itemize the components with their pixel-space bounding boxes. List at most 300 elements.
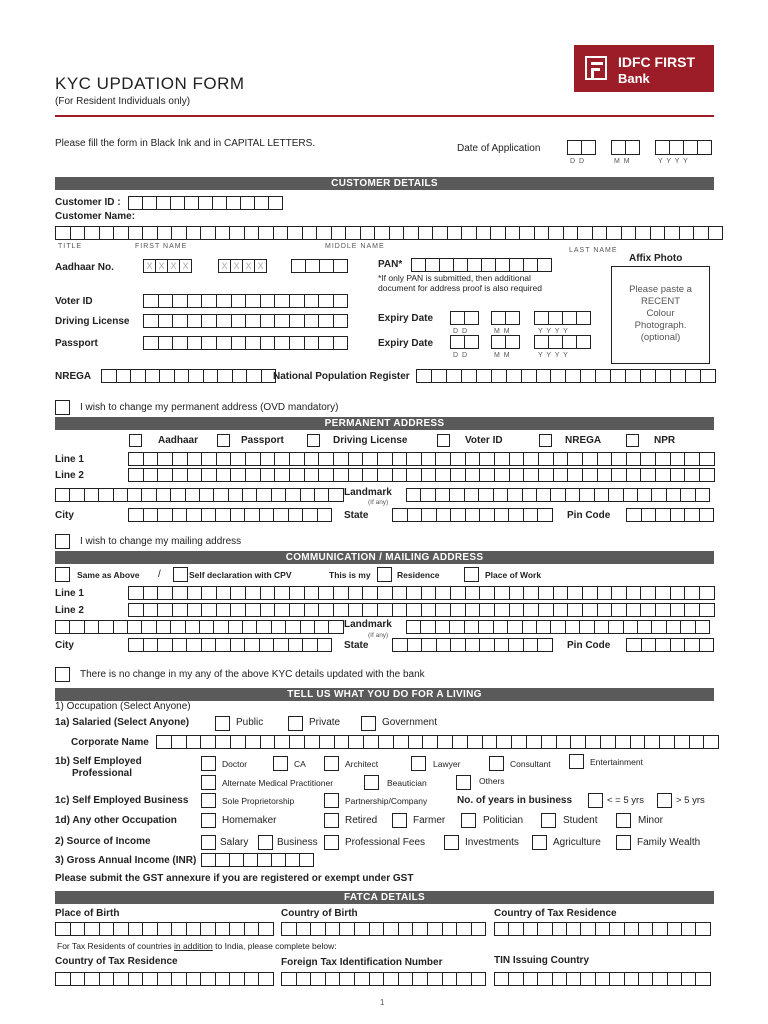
entry-box[interactable] [246,369,262,383]
consultant-checkbox[interactable] [489,756,504,771]
entry-box[interactable] [369,922,385,936]
entry-box[interactable] [198,196,213,210]
entry-box[interactable] [172,294,188,308]
entry-box[interactable] [471,922,487,936]
entry-box[interactable] [143,508,159,522]
entry-box[interactable] [609,922,624,936]
entry-box[interactable] [479,452,495,466]
entry-box[interactable] [142,922,158,936]
permanent-city-boxes[interactable] [128,508,331,522]
entry-box[interactable] [99,972,115,986]
entry-box[interactable] [670,468,686,482]
date-month-boxes[interactable] [611,140,639,155]
entry-box[interactable] [450,586,466,600]
entry-box[interactable] [157,452,173,466]
entry-box[interactable] [304,603,320,617]
entry-box[interactable] [201,294,217,308]
entry-box[interactable] [482,735,498,749]
entry-box[interactable] [281,972,297,986]
entry-box[interactable] [421,508,437,522]
salaried-government-checkbox[interactable] [361,716,376,731]
entry-box[interactable] [260,735,276,749]
photo-box[interactable] [611,266,710,364]
entry-box[interactable] [626,468,642,482]
entry-box[interactable] [300,488,315,502]
entry-box[interactable] [406,488,421,502]
entry-box[interactable] [199,488,214,502]
entry-box[interactable] [421,603,437,617]
entry-box[interactable] [310,922,326,936]
entry-box[interactable] [274,586,290,600]
entry-box[interactable] [304,468,320,482]
entry-box[interactable] [69,488,84,502]
entry-box[interactable] [281,922,297,936]
student-checkbox[interactable] [541,813,556,828]
entry-box[interactable] [556,735,572,749]
entry-box[interactable] [461,369,477,383]
entry-box[interactable] [699,603,715,617]
mailing-state-boxes[interactable] [392,638,552,652]
entry-box[interactable] [172,508,188,522]
entry-box[interactable] [582,468,598,482]
entry-box[interactable] [403,226,419,240]
entry-box[interactable] [333,314,349,328]
entry-box[interactable] [143,336,159,350]
entry-box[interactable] [392,468,408,482]
entry-box[interactable] [580,922,595,936]
entry-box[interactable] [274,603,290,617]
entry-box[interactable] [651,488,666,502]
professional-fees-checkbox[interactable] [324,835,339,850]
entry-box[interactable] [70,226,86,240]
entry-box[interactable] [553,468,569,482]
aadhaar-last-digits-boxes[interactable] [291,259,347,273]
entry-box[interactable] [274,735,290,749]
entry-box[interactable] [435,620,450,634]
entry-box[interactable] [230,638,246,652]
entry-box[interactable] [465,586,481,600]
entry-box[interactable] [339,922,355,936]
entry-box[interactable] [157,603,173,617]
entry-box[interactable] [230,735,246,749]
entry-box[interactable] [245,294,261,308]
entry-box[interactable] [70,922,86,936]
entry-box[interactable] [699,586,715,600]
entry-box[interactable] [244,922,260,936]
entry-box[interactable] [623,488,638,502]
entry-box[interactable] [99,226,115,240]
entry-box[interactable] [570,735,586,749]
entry-box[interactable] [289,603,305,617]
entry-box[interactable] [98,620,113,634]
entry-box[interactable] [245,336,261,350]
salary-checkbox[interactable] [201,835,216,850]
entry-box[interactable] [582,603,598,617]
entry-box[interactable] [526,735,542,749]
entry-box[interactable] [156,620,171,634]
salaried-public-checkbox[interactable] [215,716,230,731]
entry-box[interactable] [127,488,142,502]
entry-box[interactable] [552,922,567,936]
entry-box[interactable] [536,488,551,502]
salaried-private-checkbox[interactable] [288,716,303,731]
entry-box[interactable] [592,226,608,240]
alternate-medical-checkbox[interactable] [201,775,216,790]
entry-box[interactable] [185,620,200,634]
entry-box[interactable] [215,638,231,652]
entry-box[interactable] [597,603,613,617]
entry-box[interactable] [257,853,272,867]
entry-box[interactable] [268,196,283,210]
entry-box[interactable] [508,638,524,652]
entry-box[interactable] [243,853,258,867]
entry-box[interactable] [157,972,173,986]
entry-box[interactable] [216,603,232,617]
entry-box[interactable] [296,922,312,936]
entry-box[interactable] [635,226,651,240]
change-permanent-address-checkbox[interactable] [55,400,70,415]
entry-box[interactable] [421,586,437,600]
entry-box[interactable] [333,603,349,617]
entry-box[interactable] [318,468,334,482]
entry-box[interactable] [156,735,172,749]
passport-boxes[interactable] [143,336,347,350]
entry-box[interactable] [406,586,422,600]
entry-box[interactable] [435,603,451,617]
customer-name-boxes[interactable] [55,226,722,240]
entry-box[interactable] [450,508,466,522]
entry-box[interactable] [494,468,510,482]
entry-box[interactable] [406,603,422,617]
entry-box[interactable] [245,603,261,617]
years-gt5-checkbox[interactable] [657,793,672,808]
investments-checkbox[interactable] [444,835,459,850]
entry-box[interactable] [507,488,522,502]
entry-box[interactable] [201,336,217,350]
entry-box[interactable] [700,369,716,383]
entry-box[interactable] [432,226,448,240]
permanent-line3-boxes[interactable] [55,488,343,502]
entry-box[interactable] [522,488,537,502]
entry-box[interactable] [476,226,492,240]
mailing-line1-boxes[interactable] [128,586,714,600]
politician-checkbox[interactable] [461,813,476,828]
entry-box[interactable] [285,620,300,634]
permanent-pin-boxes[interactable] [626,508,713,522]
self-declaration-checkbox[interactable] [173,567,188,582]
entry-box[interactable] [420,488,435,502]
entry-box[interactable] [187,586,203,600]
entry-box[interactable] [302,226,318,240]
entry-box[interactable] [449,488,464,502]
entry-box[interactable] [611,603,627,617]
entry-box[interactable] [186,508,202,522]
entry-box[interactable] [285,488,300,502]
entry-box[interactable] [465,452,481,466]
entry-box[interactable] [519,226,535,240]
entry-box[interactable] [291,259,306,273]
passport-expiry-year[interactable] [534,335,590,349]
entry-box[interactable] [521,369,537,383]
entry-box[interactable] [201,586,217,600]
entry-box[interactable] [479,603,495,617]
entry-box[interactable] [333,452,349,466]
entry-box[interactable] [143,314,159,328]
entry-box[interactable] [655,586,671,600]
entry-box[interactable] [377,452,393,466]
entry-box[interactable] [245,586,261,600]
entry-box[interactable] [582,586,598,600]
entry-box[interactable] [509,586,525,600]
entry-box[interactable] [157,508,173,522]
entry-box[interactable] [509,258,524,272]
entry-box[interactable] [271,853,286,867]
entry-box[interactable] [579,488,594,502]
entry-box[interactable] [655,638,671,652]
entry-box[interactable] [128,603,144,617]
entry-box[interactable] [506,369,522,383]
entry-box[interactable] [55,972,71,986]
entry-box[interactable] [260,314,276,328]
entry-box[interactable] [228,620,243,634]
entry-box[interactable] [652,972,667,986]
entry-box[interactable] [624,922,639,936]
entry-box[interactable] [666,488,681,502]
entry-box[interactable] [435,468,451,482]
entry-box[interactable] [244,226,260,240]
entry-box[interactable] [157,638,173,652]
entry-box[interactable] [256,488,271,502]
entry-box[interactable] [69,620,84,634]
entry-box[interactable] [318,336,334,350]
entry-box[interactable] [230,452,246,466]
entry-box[interactable] [595,922,610,936]
entry-box[interactable] [156,196,171,210]
entry-box[interactable] [143,468,159,482]
entry-box[interactable] [215,922,231,936]
entry-box[interactable] [185,488,200,502]
entry-box[interactable] [651,620,666,634]
entry-box[interactable] [406,620,421,634]
homemaker-checkbox[interactable] [201,813,216,828]
entry-box[interactable] [318,294,334,308]
entry-box[interactable] [611,586,627,600]
entry-box[interactable] [259,508,275,522]
entry-box[interactable] [695,488,710,502]
entry-box[interactable] [695,972,710,986]
entry-box[interactable] [200,972,216,986]
entry-box[interactable] [538,586,554,600]
entry-box[interactable] [271,488,286,502]
entry-box[interactable] [684,508,700,522]
entry-box[interactable] [113,972,129,986]
entry-box[interactable] [655,508,671,522]
entry-box[interactable] [411,258,426,272]
entry-box[interactable] [319,259,334,273]
entry-box[interactable] [289,294,305,308]
mailing-line2-boxes[interactable] [128,603,714,617]
entry-box[interactable] [289,336,305,350]
country-of-birth-boxes[interactable] [281,922,485,936]
entry-box[interactable] [186,922,202,936]
entry-box[interactable] [274,314,290,328]
entry-box[interactable] [172,638,188,652]
entry-box[interactable] [465,603,481,617]
farmer-checkbox[interactable] [392,813,407,828]
entry-box[interactable] [523,638,539,652]
entry-box[interactable] [55,488,70,502]
entry-box[interactable] [84,972,100,986]
entry-box[interactable] [577,226,593,240]
entry-box[interactable] [354,972,370,986]
entry-box[interactable] [509,468,525,482]
entry-box[interactable] [296,972,312,986]
entry-box[interactable] [354,922,370,936]
entry-box[interactable] [685,369,701,383]
entry-box[interactable] [465,508,481,522]
entry-box[interactable] [553,603,569,617]
entry-box[interactable] [84,488,99,502]
entry-box[interactable] [427,972,443,986]
entry-box[interactable] [231,294,247,308]
entry-box[interactable] [113,488,128,502]
entry-box[interactable] [245,314,261,328]
entry-box[interactable] [240,196,255,210]
ca-checkbox[interactable] [273,756,288,771]
entry-box[interactable] [299,853,314,867]
entry-box[interactable] [509,603,525,617]
entry-box[interactable] [508,508,524,522]
entry-box[interactable] [674,735,690,749]
entry-box[interactable] [325,922,341,936]
pan-boxes[interactable] [411,258,551,272]
entry-box[interactable] [260,452,276,466]
entry-box[interactable] [693,226,709,240]
entry-box[interactable] [534,226,550,240]
entry-box[interactable] [611,468,627,482]
entry-box[interactable] [626,586,642,600]
entry-box[interactable] [260,294,276,308]
entertainment-checkbox[interactable] [569,754,584,769]
mailing-pin-boxes[interactable] [626,638,713,652]
entry-box[interactable] [550,488,565,502]
mailing-line3-boxes[interactable] [55,620,343,634]
entry-box[interactable] [626,508,642,522]
permanent-line2-boxes[interactable] [128,468,714,482]
agriculture-checkbox[interactable] [532,835,547,850]
entry-box[interactable] [425,258,440,272]
entry-box[interactable] [318,603,334,617]
permanent-dl-checkbox[interactable] [307,434,320,447]
entry-box[interactable] [537,638,553,652]
entry-box[interactable] [418,226,434,240]
entry-box[interactable] [494,972,509,986]
entry-box[interactable] [171,735,187,749]
entry-box[interactable] [655,452,671,466]
entry-box[interactable] [550,620,565,634]
entry-box[interactable] [667,972,682,986]
entry-box[interactable] [465,638,481,652]
entry-box[interactable] [684,452,700,466]
entry-box[interactable] [171,922,187,936]
entry-box[interactable] [128,638,144,652]
entry-box[interactable] [420,620,435,634]
entry-box[interactable] [231,336,247,350]
family-wealth-checkbox[interactable] [616,835,631,850]
beautician-checkbox[interactable] [364,775,379,790]
entry-box[interactable] [187,294,203,308]
entry-box[interactable] [442,972,458,986]
entry-box[interactable] [615,735,631,749]
entry-box[interactable] [215,735,231,749]
entry-box[interactable] [98,488,113,502]
entry-box[interactable] [421,452,437,466]
entry-box[interactable] [392,452,408,466]
permanent-state-boxes[interactable] [392,508,552,522]
change-mailing-address-checkbox[interactable] [55,534,70,549]
country-of-tax-residence-boxes[interactable] [494,922,710,936]
entry-box[interactable] [285,853,300,867]
entry-box[interactable] [158,294,174,308]
entry-box[interactable] [421,638,437,652]
entry-box[interactable] [655,468,671,482]
entry-box[interactable] [142,226,158,240]
entry-box[interactable] [638,972,653,986]
entry-box[interactable] [289,468,305,482]
entry-box[interactable] [523,452,539,466]
entry-box[interactable] [229,226,245,240]
entry-box[interactable] [453,258,468,272]
entry-box[interactable] [201,314,217,328]
entry-box[interactable] [242,620,257,634]
entry-box[interactable] [172,314,188,328]
entry-box[interactable] [362,468,378,482]
entry-box[interactable] [407,508,423,522]
entry-box[interactable] [446,369,462,383]
entry-box[interactable] [245,735,261,749]
entry-box[interactable] [289,735,305,749]
passport-expiry-month[interactable] [491,335,519,349]
entry-box[interactable] [383,922,399,936]
entry-box[interactable] [659,735,675,749]
entry-box[interactable] [655,603,671,617]
entry-box[interactable] [318,586,334,600]
entry-box[interactable] [421,468,437,482]
entry-box[interactable] [213,488,228,502]
entry-box[interactable] [536,369,552,383]
entry-box[interactable] [392,508,408,522]
entry-box[interactable] [348,735,364,749]
entry-box[interactable] [188,369,204,383]
entry-box[interactable] [230,586,246,600]
entry-box[interactable] [680,488,695,502]
entry-box[interactable] [172,336,188,350]
entry-box[interactable] [637,620,652,634]
entry-box[interactable] [537,972,552,986]
entry-box[interactable] [494,586,510,600]
entry-box[interactable] [684,468,700,482]
entry-box[interactable] [378,735,394,749]
entry-box[interactable] [641,508,657,522]
entry-box[interactable] [274,294,290,308]
entry-box[interactable] [348,586,364,600]
entry-box[interactable] [479,508,495,522]
entry-box[interactable] [408,735,424,749]
entry-box[interactable] [362,603,378,617]
entry-box[interactable] [244,638,260,652]
entry-box[interactable] [595,369,611,383]
entry-box[interactable] [216,452,232,466]
